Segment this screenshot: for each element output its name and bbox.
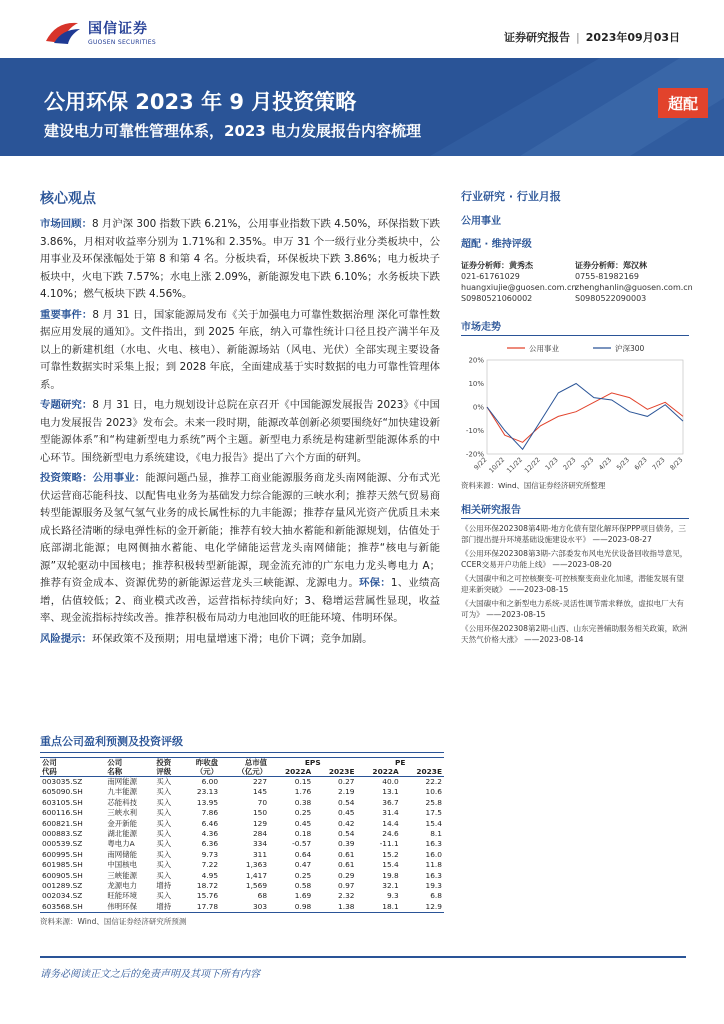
x-tick-label: 6/23 (632, 455, 649, 472)
col-head: 昨收盘 (182, 758, 220, 768)
analyst-1-name: 证券分析师：黄秀杰 (461, 261, 533, 270)
table-cell: 000539.SZ (42, 839, 83, 849)
risk-warning (40, 631, 440, 649)
col-head: （元） (182, 767, 220, 777)
env-text: 1、业绩高增，估值较低；2、商业模式改善，运营指标持续向好；3、稳增运营属性显现，收益率、现金流指标持续改善。推荐积极布局动力电池回收的旺能环境、伟明环保。 (40, 577, 440, 624)
analyst-1-email[interactable]: huangxiujie@guosen.com.cn (461, 283, 577, 292)
x-tick-label: 4/23 (597, 455, 614, 472)
analyst-2 (575, 260, 693, 304)
report-meta: 证券研究报告 | 2023年09月03日 (504, 31, 680, 44)
topic-research (40, 397, 440, 467)
report-category: 行业研究 · 行业月报 (461, 190, 561, 203)
analyst-2-name: 证券分析师：郑汉林 (575, 261, 647, 270)
analyst-2-email[interactable]: zhenghanlin@guosen.com.cn (575, 283, 693, 292)
table-row (40, 881, 444, 891)
table-cell: 中国核电 (107, 860, 137, 870)
table-cell: 0.25 (294, 808, 312, 818)
table-cell: 311 (252, 849, 268, 859)
analyst-1-phone: 021-61761029 (461, 272, 520, 281)
table-cell: 303 (220, 902, 269, 913)
legend-label: 沪深300 (615, 344, 645, 353)
topic-research-text: 8 月 31 日，电力规划设计总院在京召开《中国能源发展报告 2023》《中国电力发展报告 2023》发布会。未来一段时期，能源改革创新必须要围绕好“加快建设新型能源体系”和“构建新型电力系统”两个主题。新型电力系统是构建新型能源体系的中心环节。围绕新型电力系统建设，《电力报告》提出了六个方面的研判。 (40, 399, 440, 464)
table-cell: 11.8 (425, 860, 442, 870)
table-cell: 15.2 (382, 849, 399, 859)
table-cell: 0.45 (294, 818, 312, 828)
analyst-2-phone: 0755-81982169 (575, 272, 639, 281)
analyst-1-cert: S0980521060002 (461, 294, 533, 303)
col-head: （亿元） (220, 767, 269, 777)
table-cell: 0.15 (294, 777, 312, 786)
table-cell: 227 (252, 777, 268, 786)
table-cell: 0.38 (294, 797, 312, 807)
table-cell: 0.64 (294, 849, 312, 859)
x-tick-label: 11/22 (505, 455, 525, 475)
y-tick-label: 20% (468, 356, 484, 365)
earnings-table (40, 757, 444, 913)
key-events-label: 重要事件： (40, 308, 93, 321)
env-label: 环保： (358, 577, 391, 589)
table-cell: 0.61 (338, 860, 355, 870)
table-cell: 1,417 (245, 870, 268, 880)
table-cell: 买入 (156, 797, 172, 807)
table-cell: 150 (252, 808, 268, 818)
table-cell: 7.86 (201, 808, 219, 818)
col-head: 代码 (40, 767, 105, 777)
table-row (40, 860, 444, 870)
col-head: 2022A (269, 767, 313, 777)
core-views-title: 核心观点 (40, 191, 96, 207)
table-cell: 12.9 (401, 902, 444, 913)
table-cell: 40.0 (382, 777, 399, 786)
table-cell: 4.95 (201, 870, 219, 880)
x-tick-label: 10/22 (487, 455, 507, 475)
table-cell: 0.29 (338, 870, 355, 880)
related-report-item[interactable]: 《大国碳中和之新型电力系统-灵活性调节需求释放，虚拟电厂大有可为》 ——2023-08-15 (461, 599, 684, 619)
x-tick-label: 3/23 (579, 455, 596, 472)
risk-text: 环保政策不及预期；用电量增速下滑；电价下调；竞争加剧。 (91, 632, 373, 645)
table-cell: -11.1 (379, 839, 399, 849)
table-cell: 0.42 (338, 818, 355, 828)
x-tick-label: 7/23 (650, 455, 667, 472)
col-head: 2023E (313, 767, 356, 777)
chart-source: 资料来源：Wind、国信证券经济研究所整理 (461, 481, 606, 490)
table-cell: 买入 (156, 891, 172, 901)
market-trend-chart (461, 338, 689, 478)
core-views (40, 188, 440, 648)
col-head: 2022A (357, 767, 401, 777)
table-cell: 九丰能源 (107, 787, 137, 797)
col-head: 评级 (154, 767, 181, 777)
table-cell: 284 (252, 829, 268, 839)
table-cell: 605090.SH (42, 787, 83, 797)
table-cell: 2.32 (338, 891, 355, 901)
table-cell: 000883.SZ (42, 829, 83, 839)
rating-badge: 超配 (658, 88, 708, 118)
table-cell: 0.98 (269, 902, 313, 913)
table-cell: 买入 (156, 818, 172, 828)
table-cell: 601985.SH (42, 860, 83, 870)
table-cell: 001289.SZ (42, 881, 83, 891)
earnings-table-title: 重点公司盈利预测及投资评级 (40, 733, 444, 753)
table-cell: 15.4 (382, 860, 399, 870)
table-cell: 25.8 (425, 797, 442, 807)
earnings-forecast (40, 733, 444, 927)
related-reports-title: 相关研究报告 (461, 501, 689, 519)
table-cell: 600821.SH (42, 818, 83, 828)
x-tick-label: 12/22 (522, 455, 542, 475)
table-cell: 买入 (156, 787, 172, 797)
related-report-item[interactable]: 《公用环保202308第4期-地方化债有望化解环保PPP项目债务，三部门提出提升环境基础设施建设水平》 ——2023-08-27 (461, 524, 686, 544)
table-cell: 600905.SH (42, 870, 83, 880)
table-cell: 1,363 (245, 860, 268, 870)
table-cell: 603105.SH (42, 797, 83, 807)
table-cell: 三峡能源 (107, 870, 137, 880)
table-cell: 0.18 (294, 829, 312, 839)
table-cell: 17.78 (182, 902, 220, 913)
table-cell: 31.4 (382, 808, 399, 818)
table-cell: 24.6 (382, 829, 399, 839)
market-review (40, 216, 440, 304)
table-cell: 600116.SH (42, 808, 83, 818)
col-head-eps: EPS (269, 758, 356, 768)
table-cell: 002034.SZ (42, 891, 83, 901)
y-tick-label: 0% (472, 403, 484, 412)
table-cell: 0.58 (294, 881, 312, 891)
table-cell: 32.1 (382, 881, 399, 891)
table-row (40, 839, 444, 849)
table-cell: 龙源电力 (107, 881, 137, 891)
title-banner (0, 58, 724, 156)
market-review-label: 市场回顾： (40, 218, 92, 230)
col-head: 2023E (401, 767, 444, 777)
related-report-item[interactable]: 《公用环保202308第3期-六部委发布风电光伏设备回收指导意见，CCER交易开户功能上线》 ——2023-08-20 (461, 549, 688, 569)
table-cell: 9.73 (201, 849, 219, 859)
table-cell: 16.0 (425, 849, 442, 859)
table-cell: -0.57 (292, 839, 312, 849)
table-cell: 买入 (156, 849, 172, 859)
table-row (40, 871, 444, 881)
table-cell: 粤电力A (107, 839, 135, 849)
table-cell: 22.2 (425, 777, 442, 786)
table-cell: 23.13 (196, 787, 219, 797)
topic-research-label: 专题研究： (40, 399, 93, 411)
page-header (0, 0, 724, 58)
table-cell: 2.19 (338, 787, 355, 797)
table-cell: 买入 (156, 839, 172, 849)
x-tick-label: 8/23 (668, 455, 685, 472)
side-panel (461, 188, 693, 648)
analyst-info (461, 260, 693, 304)
table-cell: 湖北能源 (107, 829, 137, 839)
table-cell: 17.5 (425, 808, 442, 818)
table-source: 资料来源：Wind、国信证券经济研究所预测 (40, 917, 187, 927)
report-subtitle: 建设电力可靠性管理体系，2023 电力发展报告内容梳理 (44, 122, 421, 140)
report-title: 公用环保 2023 年 9 月投资策略 (44, 90, 357, 114)
table-cell: 16.3 (425, 839, 442, 849)
brand-name-en: GUOSEN SECURITIES (88, 39, 157, 46)
table-cell: 13.1 (382, 787, 399, 797)
investment-strategy (40, 470, 440, 628)
industry-rating: 超配 · 维持评级 (461, 239, 532, 250)
table-row (40, 777, 444, 788)
table-row (40, 819, 444, 829)
related-report-item[interactable]: 《公用环保202308第2期-山西、山东完善辅助服务相关政策，欧洲天然气价格大涨》 ——2023-08-14 (461, 624, 688, 644)
col-head: 总市值 (220, 758, 269, 768)
y-tick-label: -10% (465, 427, 484, 435)
table-cell: 0.54 (338, 797, 355, 807)
table-cell: 8.1 (430, 829, 442, 839)
table-cell: 15.4 (425, 818, 442, 828)
table-cell: 买入 (156, 829, 172, 839)
related-report-item[interactable]: 《大国碳中和之可控核聚变-可控核聚变商业化加速，潜能发展有望迎来新突破》 ——2023-08-15 (461, 574, 684, 594)
industry-name: 公用事业 (461, 216, 501, 227)
y-tick-label: 10% (468, 380, 484, 388)
col-head: 公司 (40, 758, 105, 768)
table-cell: 增持 (154, 902, 181, 913)
table-cell: 334 (252, 839, 268, 849)
table-cell: 1,569 (245, 881, 268, 891)
market-trend-title: 市场走势 (461, 318, 689, 336)
analyst-1 (461, 260, 575, 304)
table-row (40, 787, 444, 797)
col-head: 名称 (105, 767, 154, 777)
guosen-logo-icon (44, 19, 82, 45)
table-cell: 0.25 (294, 870, 312, 880)
analyst-2-cert: S0980522090003 (575, 294, 647, 303)
table-cell: 14.4 (382, 818, 399, 828)
table-cell: 1.69 (294, 891, 312, 901)
series-line-0 (487, 393, 683, 442)
table-cell: 0.54 (338, 829, 355, 839)
table-cell: 0.61 (338, 849, 355, 859)
table-cell: 0.97 (338, 881, 355, 891)
col-head: 公司 (105, 758, 154, 768)
utility-label: 公用事业： (92, 472, 146, 484)
table-cell: 7.22 (201, 860, 219, 870)
report-type: 证券研究报告 (504, 31, 571, 44)
table-cell: 0.45 (338, 808, 355, 818)
table-cell: 15.76 (196, 891, 219, 901)
x-tick-label: 1/23 (543, 455, 560, 472)
table-cell: 0.47 (294, 860, 312, 870)
table-cell: 19.3 (425, 881, 442, 891)
table-cell: 买入 (156, 860, 172, 870)
table-cell: 129 (252, 818, 268, 828)
table-cell: 0.39 (338, 839, 355, 849)
report-date: 2023年09月03日 (585, 31, 680, 44)
table-cell: 18.1 (357, 902, 401, 913)
table-cell: 金开新能 (107, 818, 137, 828)
table-cell: 600995.SH (42, 849, 83, 859)
table-cell: 145 (252, 787, 268, 797)
table-row (40, 808, 444, 818)
table-cell: 芯能科技 (107, 797, 137, 807)
table-row (40, 902, 444, 913)
table-cell: 伟明环保 (105, 902, 154, 913)
col-head: 投资 (154, 758, 181, 768)
table-cell: 6.00 (201, 777, 219, 786)
table-row (40, 829, 444, 839)
utility-text: 能源问题凸显，推荐工商业能源服务商龙头南网能源、分布式光伏运营商芯能科技、以配售电业务为基础发力综合能源的三峡水利；推荐天然气贸易商转型能源服务及氢气氢气业务的成长属性标的九丰能源；推荐存量风光资产优质且未来成长路径清晰的绿电弹性标的金开新能；推荐有较大抽水蓄能和新能源规划，估值处于底部湖北能源；电网侧抽水蓄能、电化学储能运营龙头南网储能；推荐“核电与新能源”双轮驱动中国核电；推荐积极转型新能源，现金流充沛的广东电力龙头粤电力 A；推荐有资金成本、资源优势的新能源运营龙头三峡能源、龙源电力。 (40, 472, 441, 589)
legend-label: 公用事业 (529, 344, 559, 353)
x-tick-label: 5/23 (614, 455, 631, 472)
key-events (40, 307, 440, 395)
table-cell: 4.36 (201, 829, 219, 839)
table-cell: 603568.SH (40, 902, 105, 913)
table-cell: 6.36 (201, 839, 219, 849)
y-tick-label: -20% (465, 450, 484, 459)
market-review-text: 8 月沪深 300 指数下跌 6.21%，公用事业指数下跌 4.50%，环保指数下跌 3.86%，月相对收益率分别为 1.71%和 2.35%。申万 31 个一级行业分类板块中，公用事业及环保涨幅处于第 8 和第 4 名。分板块看，环保板块下跌 3.86%；电力板块子板块中，火电下跌 7.57%；水电上涨 2.09%，新能源发电下跌 6.10%；水务板块下跌 4.10%；燃气板块下跌 4.56%。 (40, 218, 440, 300)
table-cell: 买入 (156, 777, 172, 786)
table-header-row (40, 758, 444, 768)
table-row (40, 798, 444, 808)
table-cell: 6.46 (201, 818, 219, 828)
table-cell: 19.8 (382, 870, 399, 880)
table-cell: 36.7 (382, 797, 399, 807)
brand-logo (44, 18, 156, 46)
table-header-row (40, 767, 444, 777)
table-cell: 三峡水利 (107, 808, 137, 818)
table-cell: 0.27 (338, 777, 355, 786)
brand-name-cn: 国信证券 (88, 21, 148, 37)
table-cell: 68 (257, 891, 268, 901)
key-events-text: 8 月 31 日，国家能源局发布《关于加强电力可靠性数据治理 深化可靠性数据应用发展的通知》。文件指出，到 2025 年底，纳入可靠性统计口径且投产满半年及以上的新建机组（水电、火电、核电）、新能源场站（风电、光伏）全部实现主要设备可靠性数据实时采集上报；到 2028 年底，全面建成基于实时数据的电力可靠性管理体系。 (40, 308, 440, 391)
table-cell: 13.95 (196, 797, 219, 807)
strategy-label: 投资策略： (40, 472, 93, 484)
table-cell: 1.76 (294, 787, 312, 797)
x-tick-label: 2/23 (561, 455, 578, 472)
disclaimer-footer: 请务必阅读正文之后的免责声明及其项下所有内容 (40, 956, 686, 980)
x-tick-label: 9/22 (472, 455, 489, 472)
table-cell: 买入 (156, 808, 172, 818)
table-cell: 1.38 (313, 902, 356, 913)
table-cell: 南网能源 (107, 777, 137, 786)
table-cell: 6.8 (430, 891, 442, 901)
table-cell: 增持 (156, 881, 172, 891)
table-row (40, 850, 444, 860)
table-cell: 70 (257, 797, 268, 807)
table-cell: 买入 (156, 870, 172, 880)
col-head-pe: PE (357, 758, 445, 768)
table-row (40, 891, 444, 901)
risk-label: 风险提示： (40, 632, 92, 645)
table-cell: 10.6 (425, 787, 442, 797)
table-cell: 南网储能 (107, 849, 137, 859)
table-cell: 16.3 (425, 870, 442, 880)
earnings-table-body (40, 777, 444, 913)
table-cell: 旺能环境 (107, 891, 137, 901)
table-cell: 003035.SZ (42, 777, 83, 786)
related-reports-list (461, 523, 689, 645)
table-cell: 18.72 (196, 881, 219, 891)
table-cell: 9.3 (386, 891, 399, 901)
